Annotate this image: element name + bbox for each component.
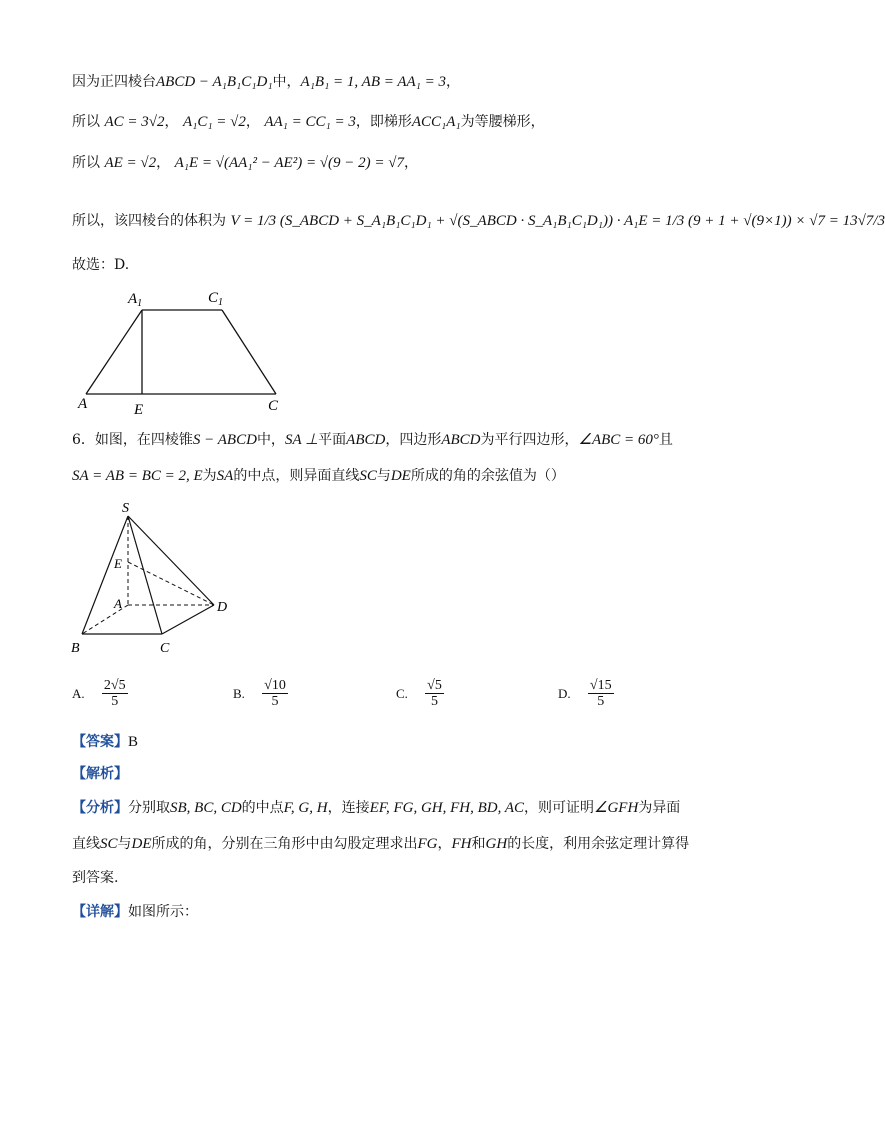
- math-aa1: AA₁ = CC₁ = 3: [264, 114, 356, 130]
- analysis-line-3: 到答案.: [72, 870, 119, 886]
- answer-value: B: [128, 734, 139, 750]
- detail-line: 【详解】如图所示：: [72, 904, 198, 920]
- option-d-value: $\frac{√15}{5}$: [589, 678, 612, 709]
- sol-line-4: 所以，该四棱台的体积为 V = 1/3 (S_ABCD + S_A₁B₁C₁D₁ + √(S_ABCD · S_A₁B₁C₁D₁)) · A₁E = 1/3 (9 + 1 + √(9×1)) × √7 = 13√7/3: [72, 213, 885, 229]
- option-d[interactable]: D. $\frac{√15}{5}$: [558, 678, 612, 709]
- edge-cd: [162, 605, 214, 634]
- sol-line-2: 所以 AC = 3√2， A₁C₁ = √2， AA₁ = CC₁ = 3，即梯形ACC₁A₁为等腰梯形，: [72, 114, 545, 130]
- analysis-line-2: 直线SC与DE所成的角，分别在三角形中由勾股定理求出FG，FH和GH的长度，利用余弦定理计算得: [72, 836, 690, 852]
- option-a-value: $\frac{2√5}{5}$: [103, 678, 126, 709]
- option-b[interactable]: B. $\frac{√10}{5}$: [233, 678, 286, 709]
- math-ac: AC = 3√2: [104, 114, 165, 130]
- trapezoid-left-edge: [86, 310, 142, 394]
- label-a: A: [78, 396, 88, 412]
- volume-formula: V = 1/3 (S_ABCD + S_A₁B₁C₁D₁ + √(S_ABCD · S_A₁B₁C₁D₁)) · A₁E = 1/3 (9 + 1 + √(9×1)) × √7 = 13√7/3: [230, 213, 885, 229]
- edge-sb: [82, 516, 128, 634]
- math-a1c1: A₁C₁ = √2: [182, 114, 246, 130]
- label-e: E: [134, 402, 144, 418]
- pyramid-figure: [66, 500, 246, 660]
- label-c1: $C_1$: [208, 290, 224, 308]
- label-c: C: [268, 398, 279, 414]
- q6-line-2: SA = AB = BC = 2, E为SA的中点，则异面直线SC与DE所成的角的余弦值为（）: [72, 468, 565, 484]
- segment-ed: [128, 562, 214, 605]
- analysis-title: 【解析】: [72, 766, 128, 782]
- label-e2: E: [114, 556, 122, 571]
- sol-line-1: 因为正四棱台ABCD − A₁B₁C₁D₁中，A₁B₁ = 1, AB = AA₁ = 3，: [72, 74, 460, 90]
- answer-tag: 【答案】: [72, 734, 128, 750]
- option-c[interactable]: C. $\frac{√5}{5}$: [396, 678, 442, 709]
- math-ae: AE = √2: [104, 155, 157, 171]
- label-d: D: [217, 600, 228, 615]
- q6-line-1: 6．如图，在四棱锥S − ABCD中，SA ⊥平面ABCD，四边形ABCD为平行四边形，∠ABC = 60°且: [72, 432, 673, 448]
- label-c2: C: [160, 641, 170, 656]
- option-b-value: $\frac{√10}{5}$: [264, 678, 286, 709]
- answer-line: [72, 732, 138, 752]
- label-s: S: [122, 501, 129, 516]
- label-b: B: [71, 641, 80, 656]
- label-a1: $A_1$: [128, 291, 143, 309]
- trapezoid-right-edge: [222, 310, 276, 394]
- sol-line-3: 所以 AE = √2， A₁E = √(AA₁² − AE²) = √(9 − 2) = √7，: [72, 155, 419, 171]
- math-a1e: A₁E = √(AA₁² − AE²) = √(9 − 2) = √7: [174, 155, 405, 171]
- math-condition: A₁B₁ = 1, AB = AA₁ = 3: [300, 74, 446, 90]
- analysis-line-1: 【分析】分别取SB, BC, CD的中点F, G, H，连接EF, FG, GH, FH, BD, AC，则可证明∠GFH为异面: [72, 800, 681, 816]
- math-frustum: ABCD − A₁B₁C₁D₁: [156, 74, 273, 90]
- label-a2: A: [114, 596, 122, 611]
- option-a[interactable]: A. $\frac{2√5}{5}$: [72, 678, 126, 709]
- option-c-value: $\frac{√5}{5}$: [427, 678, 442, 709]
- sol-line-5: 故选：D.: [72, 257, 130, 273]
- trapezoid-figure: [72, 284, 292, 420]
- math-trapezoid: ACC₁A₁: [411, 114, 461, 130]
